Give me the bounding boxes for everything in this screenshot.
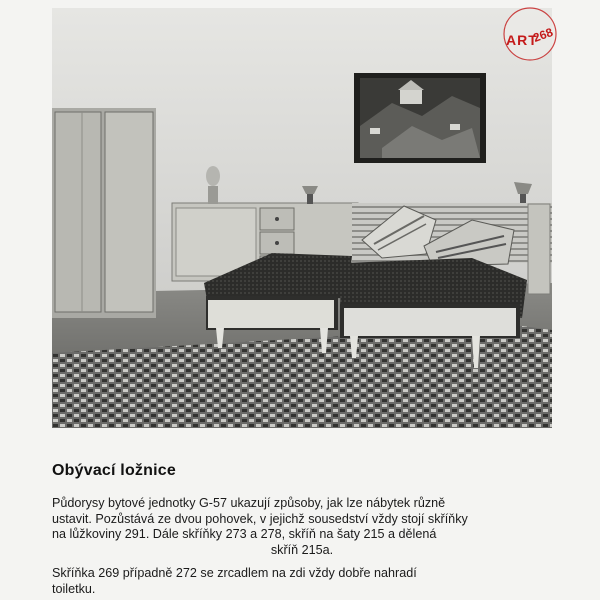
bedroom-photo bbox=[52, 8, 552, 428]
paragraph-1-line: Půdorysy bytové jednotky G-57 ukazují způsoby, jak lze nábytek různě bbox=[52, 496, 446, 510]
bedroom-photo-illustration bbox=[52, 8, 552, 428]
paragraph-2-line: toiletku. bbox=[52, 581, 96, 596]
page-title: Obývací ložnice bbox=[52, 462, 176, 479]
art-watermark-logo bbox=[500, 6, 560, 62]
paragraph-1-line: na lůžkoviny 291. Dále skříňky 273 a 278, skříň na šaty 215 a dělená bbox=[52, 527, 437, 541]
paragraph-1 bbox=[52, 496, 552, 558]
paragraph-1-line: skříň 215a. bbox=[270, 542, 334, 557]
paragraph-2 bbox=[52, 566, 552, 597]
watermark-brand: ART bbox=[506, 32, 538, 48]
paragraph-2-line: Skříňka 269 případně 272 se zrcadlem na zdi vždy dobře nahradí bbox=[52, 566, 417, 580]
watermark-number: 268 bbox=[531, 24, 555, 46]
description-text bbox=[52, 496, 552, 597]
paragraph-1-line: ustavit. Pozůstává ze dvou pohovek, v jejichž sousedství vždy stojí skříňky bbox=[52, 511, 468, 526]
